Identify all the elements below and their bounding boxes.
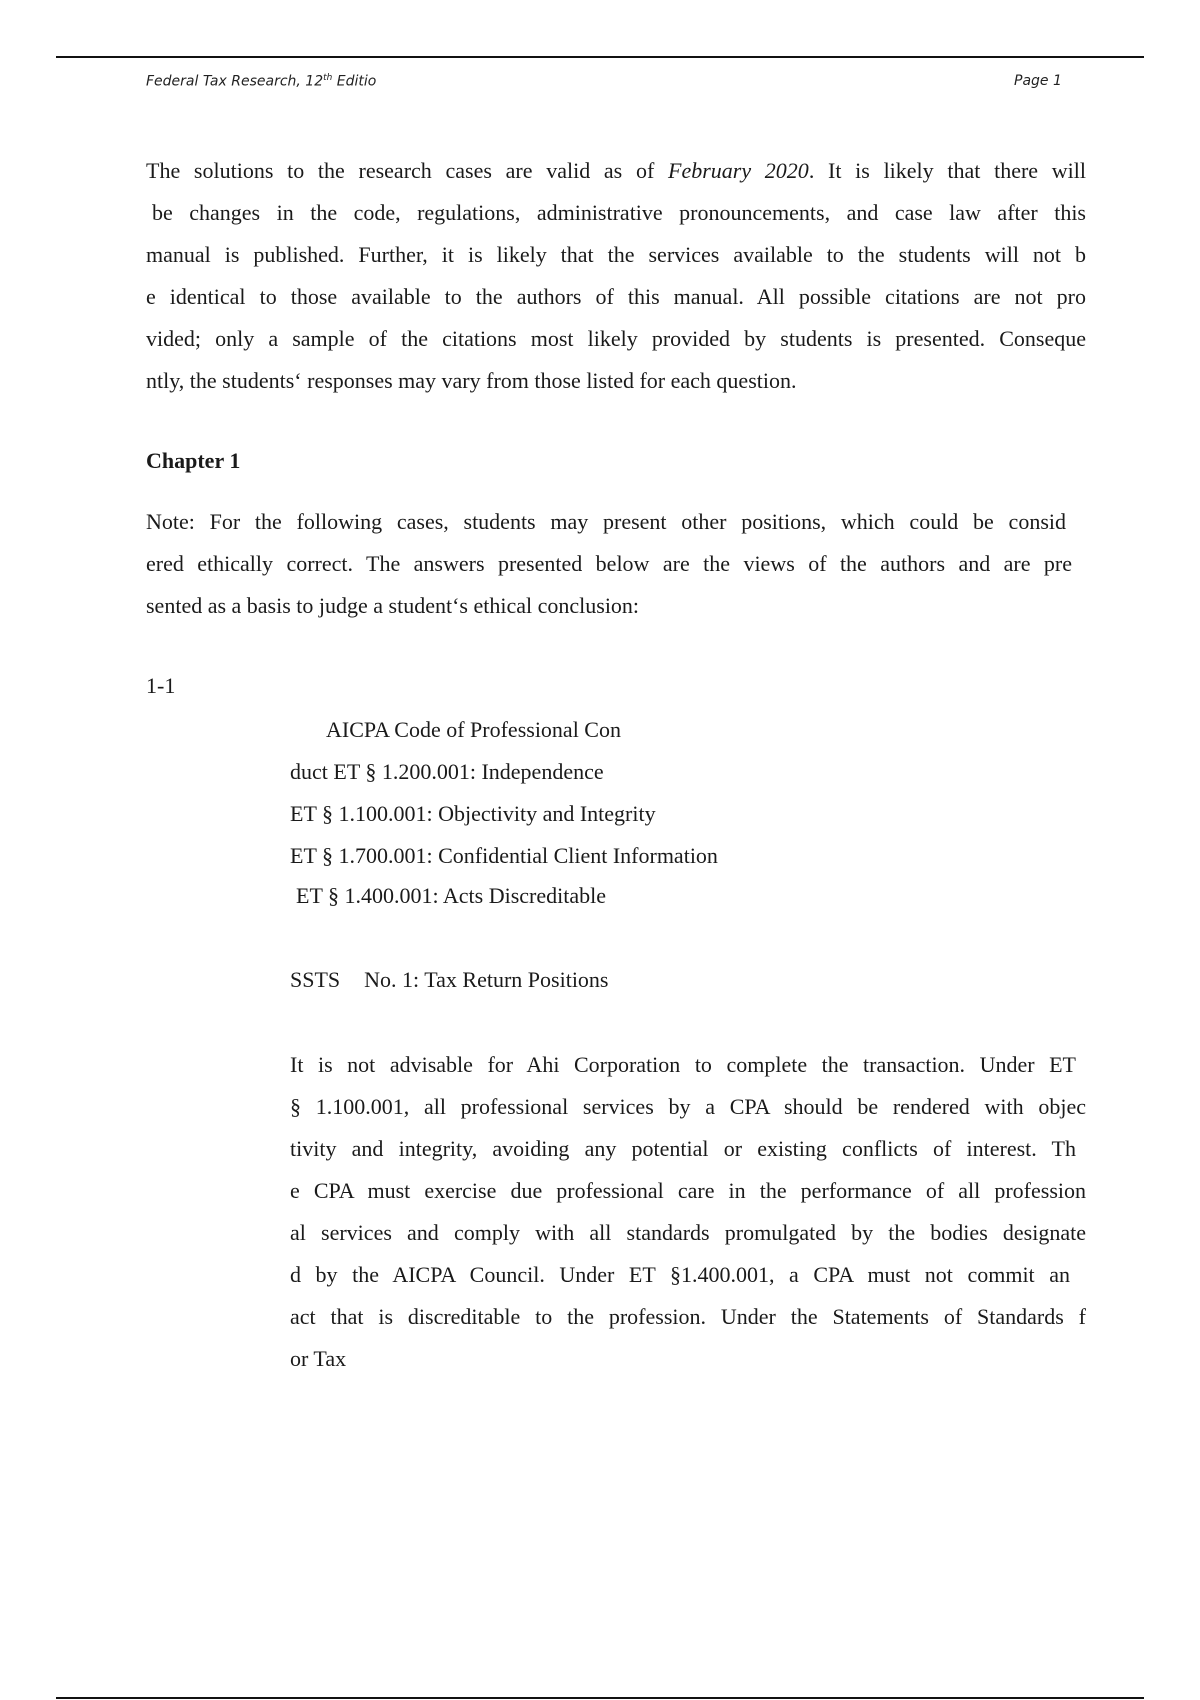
answer-line: al services and comply with all standards promulgated by the bodies designate: [290, 1220, 1086, 1245]
intro-line: vided; only a sample of the citations most likely provided by students is presented. Conseque: [146, 326, 1086, 351]
answer-line: tivity and integrity, avoiding any potential or existing conflicts of interest. Th: [290, 1136, 1076, 1161]
intro-line: be changes in the code, regulations, administrative pronouncements, and case law after this: [152, 200, 1086, 225]
answer-line: d by the AICPA Council. Under ET §1.400.001, a CPA must not commit an: [290, 1262, 1070, 1287]
answer-line: act that is discreditable to the profession. Under the Statements of Standards f: [290, 1304, 1086, 1329]
note-line: sented as a basis to judge a student‘s ethical conclusion:: [146, 593, 640, 618]
intro-line: The solutions to the research cases are valid as of February 2020. It is likely that there will: [146, 158, 1086, 183]
answer-line: e CPA must exercise due professional care in the performance of all profession: [290, 1178, 1086, 1203]
intro-line: ntly, the students‘ responses may vary from those listed for each question.: [146, 368, 797, 393]
case-number: 1-1: [146, 673, 176, 698]
page-number: Page 1: [1014, 73, 1062, 89]
header-rule: [56, 56, 1144, 58]
intro-line: e identical to those available to the authors of this manual. All possible citations are not pro: [146, 284, 1086, 309]
footer-rule: [56, 1697, 1144, 1699]
intro-line: manual is published. Further, it is likely that the services available to the students will not b: [146, 242, 1086, 267]
citation-line: ET § 1.100.001: Objectivity and Integrity: [290, 801, 656, 826]
chapter-note: [146, 501, 1086, 627]
note-line: ered ethically correct. The answers presented below are the views of the authors and are pre: [146, 551, 1072, 576]
running-header-title: Federal Tax Research, 12th Editio: [146, 73, 377, 90]
answer-line: or Tax: [290, 1346, 347, 1371]
citation-line: ET § 1.400.001: Acts Discreditable: [296, 883, 606, 908]
intro-paragraph: [146, 150, 1086, 402]
citation-line: ET § 1.700.001: Confidential Client Information: [290, 843, 718, 868]
ssts-citation: SSTS No. 1: Tax Return Positions: [290, 967, 609, 992]
citation-line: AICPA Code of Professional Con: [326, 717, 621, 742]
answer-line: § 1.100.001, all professional services by a CPA should be rendered with objec: [290, 1094, 1086, 1119]
note-line: Note: For the following cases, students may present other positions, which could be consid: [146, 509, 1066, 534]
case-answer: [290, 1044, 1086, 1380]
citation-line: duct ET § 1.200.001: Independence: [290, 759, 604, 784]
chapter-heading: Chapter 1: [146, 448, 241, 473]
answer-line: It is not advisable for Ahi Corporation to complete the transaction. Under ET: [290, 1052, 1076, 1077]
